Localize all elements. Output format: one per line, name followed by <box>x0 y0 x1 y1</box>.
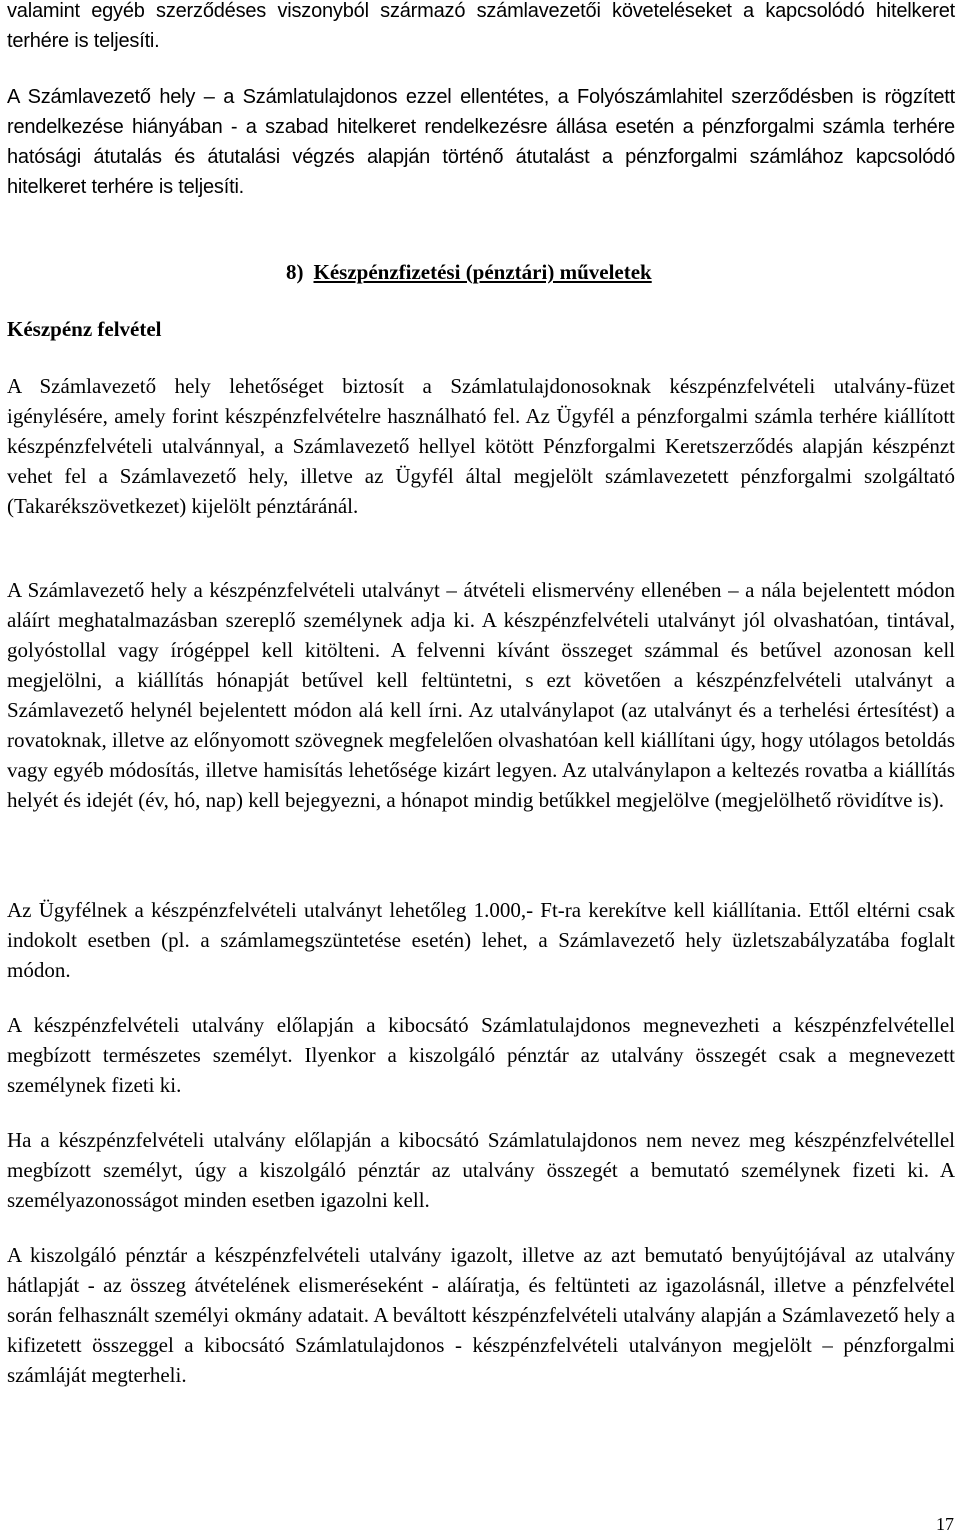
paragraph-cashier-procedure: A kiszolgáló pénztár a készpénzfelvételi utalvány igazolt, illetve az azt bemutató benyújtójával az utalvány hátlapját - az összeg átvételének elismeréseként - aláíratja, és feltünteti az igazolásnál, illetve a pénzfelvétel során felhasznált személyi okmány adatait. A beváltott készpénzfelvételi utalvány alapján a Számlavezető hely a kifizetett összeggel a kibocsátó Számlatulajdonos - készpénzfelvételi utalványon megjelölt – pénzforgalmi számláját megterheli. <box>7 1243 955 1387</box>
page-number: 17 <box>936 1514 954 1534</box>
paragraph-cash-withdrawal: A Számlavezető hely lehetőséget biztosít a Számlatulajdonosoknak készpénzfelvételi utalvány-füzet igénylésére, amely forint készpénzfelvételre használható fel. Az Ügyfél a pénzforgalmi számla terhére kiállított készpénzfelvételi utalvánnyal, a Számlavezető hellyel kötött Pénzforgalmi Keretszerződés alapján készpénzt vehet fel a Számlavezető hely, illetve az Ügyfél által megjelölt számlavezetett pénzforgalmi szolgáltató (Takarékszövetkezet) kijelölt pénztáránál. <box>7 374 955 518</box>
section-title: Készpénzfizetési (pénztári) műveletek <box>313 260 652 284</box>
section-number: 8) <box>286 260 304 284</box>
paragraph-rounding: Az Ügyfélnek a készpénzfelvételi utalványt lehetőleg 1.000,- Ft-ra kerekítve kell kiállítania. Ettől eltérni csak indokolt esetben (pl. a számlamegszüntetése esetén) lehet, a Számlavezető hely üzletszabályzatába foglalt módon. <box>7 898 955 982</box>
paragraph-bearer: Ha a készpénzfelvételi utalvány előlapján a kibocsátó Számlatulajdonos nem nevez meg készpénzfelvétellel megbízott személyt, úgy a kiszolgáló pénztár az utalvány összegét a bemutató személynek fizeti ki. A személyazonosságot minden esetben igazolni kell. <box>7 1128 955 1212</box>
paragraph-overdraft-transfer: A Számlavezető hely – a Számlatulajdonos ezzel ellentétes, a Folyószámlahitel szerződésben is rögzített rendelkezése hiányában - a szabad hitelkeret rendelkezésre állása esetén a pénzforgalmi számla terhére hatósági átutalás és átutalási végzés alapján történő átutalást a pénzforgalmi számlához kapcsolódó hitelkeret terhére is teljesíti. <box>7 86 955 198</box>
section-heading <box>286 257 652 287</box>
paragraph-continuation: valamint egyéb szerződéses viszonyból származó számlavezetői követeléseket a kapcsolódó hitelkeret terhére is teljesíti. <box>7 0 955 52</box>
paragraph-voucher-issuance: A Számlavezető hely a készpénzfelvételi utalványt – átvételi elismervény ellenében – a nála bejelentett módon aláírt meghatalmazásban szereplő személynek adja ki. A készpénzfelvételi utalványt jól olvashatóan, tintával, golyóstollal vagy írógéppel kell kitölteni. A felvenni kívánt összeget számmal és betűvel azonosan kell megjelölni, a kiállítás hónapját betűvel kell feltüntetni, s ezt követően a készpénzfelvételi utalványt a Számlavezető helynél bejelentett módon alá kell írni. Az utalványlapot (az utalványt és a terhelési értesítést) a rovatoknak, illetve az előnyomott szövegnek megfelelően olvashatóan kell kiállítani úgy, hogy utólagos betoldás vagy egyéb módosítás, illetve hamisítás lehetősége kizárt legyen. Az utalványlapon a keltezés rovatba a kiállítás helyét és idejét (év, hó, nap) kell bejegyezni, a hónapot mindig betűkkel megjelölve (megjelölhető rövidítve is). <box>7 578 955 812</box>
subsection-title: Készpénz felvétel <box>7 317 162 341</box>
paragraph-named-person: A készpénzfelvételi utalvány előlapján a kibocsátó Számlatulajdonos megnevezheti a készpénzfelvétellel megbízott természetes személyt. Ilyenkor a kiszolgáló pénztár az utalvány összegét csak a megnevezett személynek fizeti ki. <box>7 1013 955 1097</box>
